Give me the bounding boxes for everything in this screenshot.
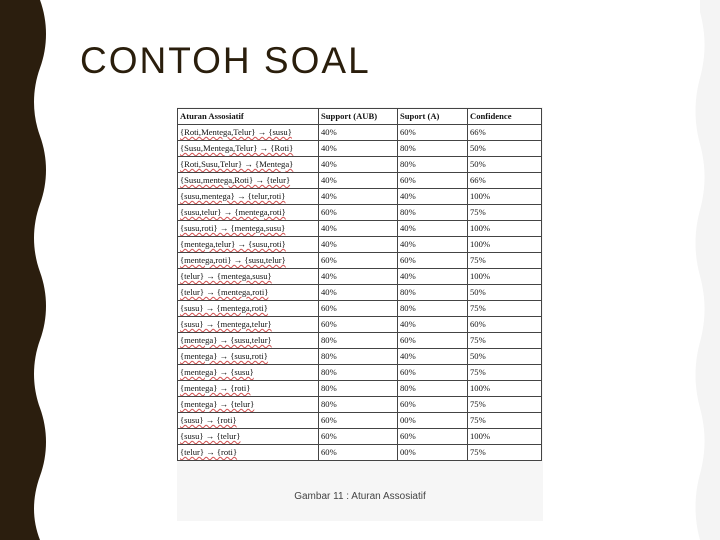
confidence-cell: 100%: [468, 429, 542, 445]
rule-cell: {mentega} → {susu,telur}: [178, 333, 319, 349]
support-a-cell: 40%: [398, 237, 468, 253]
association-rules-figure: [177, 107, 543, 521]
support-aub-cell: 80%: [319, 365, 398, 381]
confidence-cell: 75%: [468, 397, 542, 413]
confidence-cell: 75%: [468, 413, 542, 429]
rule-cell: {telur} → {roti}: [178, 445, 319, 461]
support-aub-cell: 60%: [319, 429, 398, 445]
rule-cell: {Roti,Susu,Telur} → {Mentega}: [178, 157, 319, 173]
support-aub-cell: 40%: [319, 285, 398, 301]
rule-cell: {Susu,mentega,Roti} → {telur}: [178, 173, 319, 189]
confidence-cell: 75%: [468, 205, 542, 221]
confidence-cell: 75%: [468, 253, 542, 269]
confidence-cell: 50%: [468, 285, 542, 301]
support-a-cell: 60%: [398, 429, 468, 445]
support-aub-cell: 60%: [319, 317, 398, 333]
confidence-cell: 60%: [468, 317, 542, 333]
support-aub-cell: 40%: [319, 157, 398, 173]
support-aub-cell: 60%: [319, 445, 398, 461]
support-a-cell: 40%: [398, 221, 468, 237]
header-suport-a: Suport (A): [398, 109, 468, 125]
table-row: [178, 301, 542, 317]
rule-cell: {mentega} → {roti}: [178, 381, 319, 397]
rule-cell: {mentega,telur} → {susu,roti}: [178, 237, 319, 253]
table-row: [178, 333, 542, 349]
support-aub-cell: 80%: [319, 333, 398, 349]
support-a-cell: 80%: [398, 301, 468, 317]
support-aub-cell: 60%: [319, 301, 398, 317]
table-row: [178, 413, 542, 429]
table-row: [178, 397, 542, 413]
rule-cell: {Roti,Mentega,Telur} → {susu}: [178, 125, 319, 141]
rule-cell: {susu} → {mentega,telur}: [178, 317, 319, 333]
table-row: [178, 317, 542, 333]
support-aub-cell: 40%: [319, 173, 398, 189]
figure-caption: Gambar 11 : Aturan Assosiatif: [294, 491, 426, 502]
support-a-cell: 40%: [398, 349, 468, 365]
confidence-cell: 75%: [468, 445, 542, 461]
rule-cell: {telur} → {mentega,susu}: [178, 269, 319, 285]
table-header-row: [178, 109, 542, 125]
rule-cell: {mentega} → {susu}: [178, 365, 319, 381]
support-aub-cell: 40%: [319, 221, 398, 237]
support-a-cell: 80%: [398, 157, 468, 173]
support-aub-cell: 40%: [319, 269, 398, 285]
table-row: [178, 205, 542, 221]
table-row: [178, 269, 542, 285]
rule-cell: {susu} → {roti}: [178, 413, 319, 429]
support-aub-cell: 60%: [319, 413, 398, 429]
support-aub-cell: 40%: [319, 189, 398, 205]
table-row: [178, 221, 542, 237]
rule-cell: {mentega,roti} → {susu,telur}: [178, 253, 319, 269]
table-row: [178, 173, 542, 189]
table-row: [178, 381, 542, 397]
support-a-cell: 00%: [398, 445, 468, 461]
table-row: [178, 237, 542, 253]
header-confidence: Confidence: [468, 109, 542, 125]
support-aub-cell: 60%: [319, 205, 398, 221]
rule-cell: {susu} → {mentega,roti}: [178, 301, 319, 317]
support-a-cell: 40%: [398, 317, 468, 333]
table-row: [178, 285, 542, 301]
table-row: [178, 189, 542, 205]
table-row: [178, 141, 542, 157]
confidence-cell: 66%: [468, 173, 542, 189]
rule-cell: {susu} → {telur}: [178, 429, 319, 445]
confidence-cell: 100%: [468, 381, 542, 397]
table-row: [178, 349, 542, 365]
support-aub-cell: 80%: [319, 397, 398, 413]
support-a-cell: 80%: [398, 381, 468, 397]
support-a-cell: 80%: [398, 205, 468, 221]
support-aub-cell: 40%: [319, 125, 398, 141]
association-rules-table: [177, 108, 542, 461]
rule-cell: {telur} → {mentega,roti}: [178, 285, 319, 301]
support-a-cell: 40%: [398, 189, 468, 205]
confidence-cell: 100%: [468, 221, 542, 237]
support-a-cell: 60%: [398, 333, 468, 349]
confidence-cell: 75%: [468, 301, 542, 317]
confidence-cell: 50%: [468, 157, 542, 173]
confidence-cell: 75%: [468, 365, 542, 381]
support-a-cell: 60%: [398, 125, 468, 141]
support-aub-cell: 40%: [319, 237, 398, 253]
table-row: [178, 365, 542, 381]
rule-cell: {susu,roti} → {mentega,susu}: [178, 221, 319, 237]
header-support-aub: Support (AUB): [319, 109, 398, 125]
support-a-cell: 80%: [398, 285, 468, 301]
table-body: [178, 125, 542, 461]
confidence-cell: 100%: [468, 189, 542, 205]
slide-title: CONTOH SOAL: [80, 40, 371, 81]
rule-cell: {mentega} → {susu,roti}: [178, 349, 319, 365]
table-row: [178, 445, 542, 461]
table-row: [178, 157, 542, 173]
rule-cell: {susu,telur} → {mentega,roti}: [178, 205, 319, 221]
support-aub-cell: 60%: [319, 253, 398, 269]
rule-cell: {susu,mentega} → {telur,roti}: [178, 189, 319, 205]
support-a-cell: 00%: [398, 413, 468, 429]
support-aub-cell: 80%: [319, 349, 398, 365]
confidence-cell: 50%: [468, 349, 542, 365]
confidence-cell: 100%: [468, 237, 542, 253]
support-a-cell: 60%: [398, 173, 468, 189]
table-row: [178, 253, 542, 269]
support-a-cell: 60%: [398, 365, 468, 381]
confidence-cell: 100%: [468, 269, 542, 285]
support-a-cell: 80%: [398, 141, 468, 157]
support-a-cell: 60%: [398, 253, 468, 269]
support-aub-cell: 80%: [319, 381, 398, 397]
confidence-cell: 50%: [468, 141, 542, 157]
rule-cell: {mentega} → {telur}: [178, 397, 319, 413]
support-a-cell: 40%: [398, 269, 468, 285]
header-aturan-assosiatif: Aturan Assosiatif: [178, 109, 319, 125]
table-row: [178, 429, 542, 445]
table-row: [178, 125, 542, 141]
confidence-cell: 66%: [468, 125, 542, 141]
support-a-cell: 60%: [398, 397, 468, 413]
rule-cell: {Susu,Mentega,Telur} → {Roti}: [178, 141, 319, 157]
confidence-cell: 75%: [468, 333, 542, 349]
support-aub-cell: 40%: [319, 141, 398, 157]
